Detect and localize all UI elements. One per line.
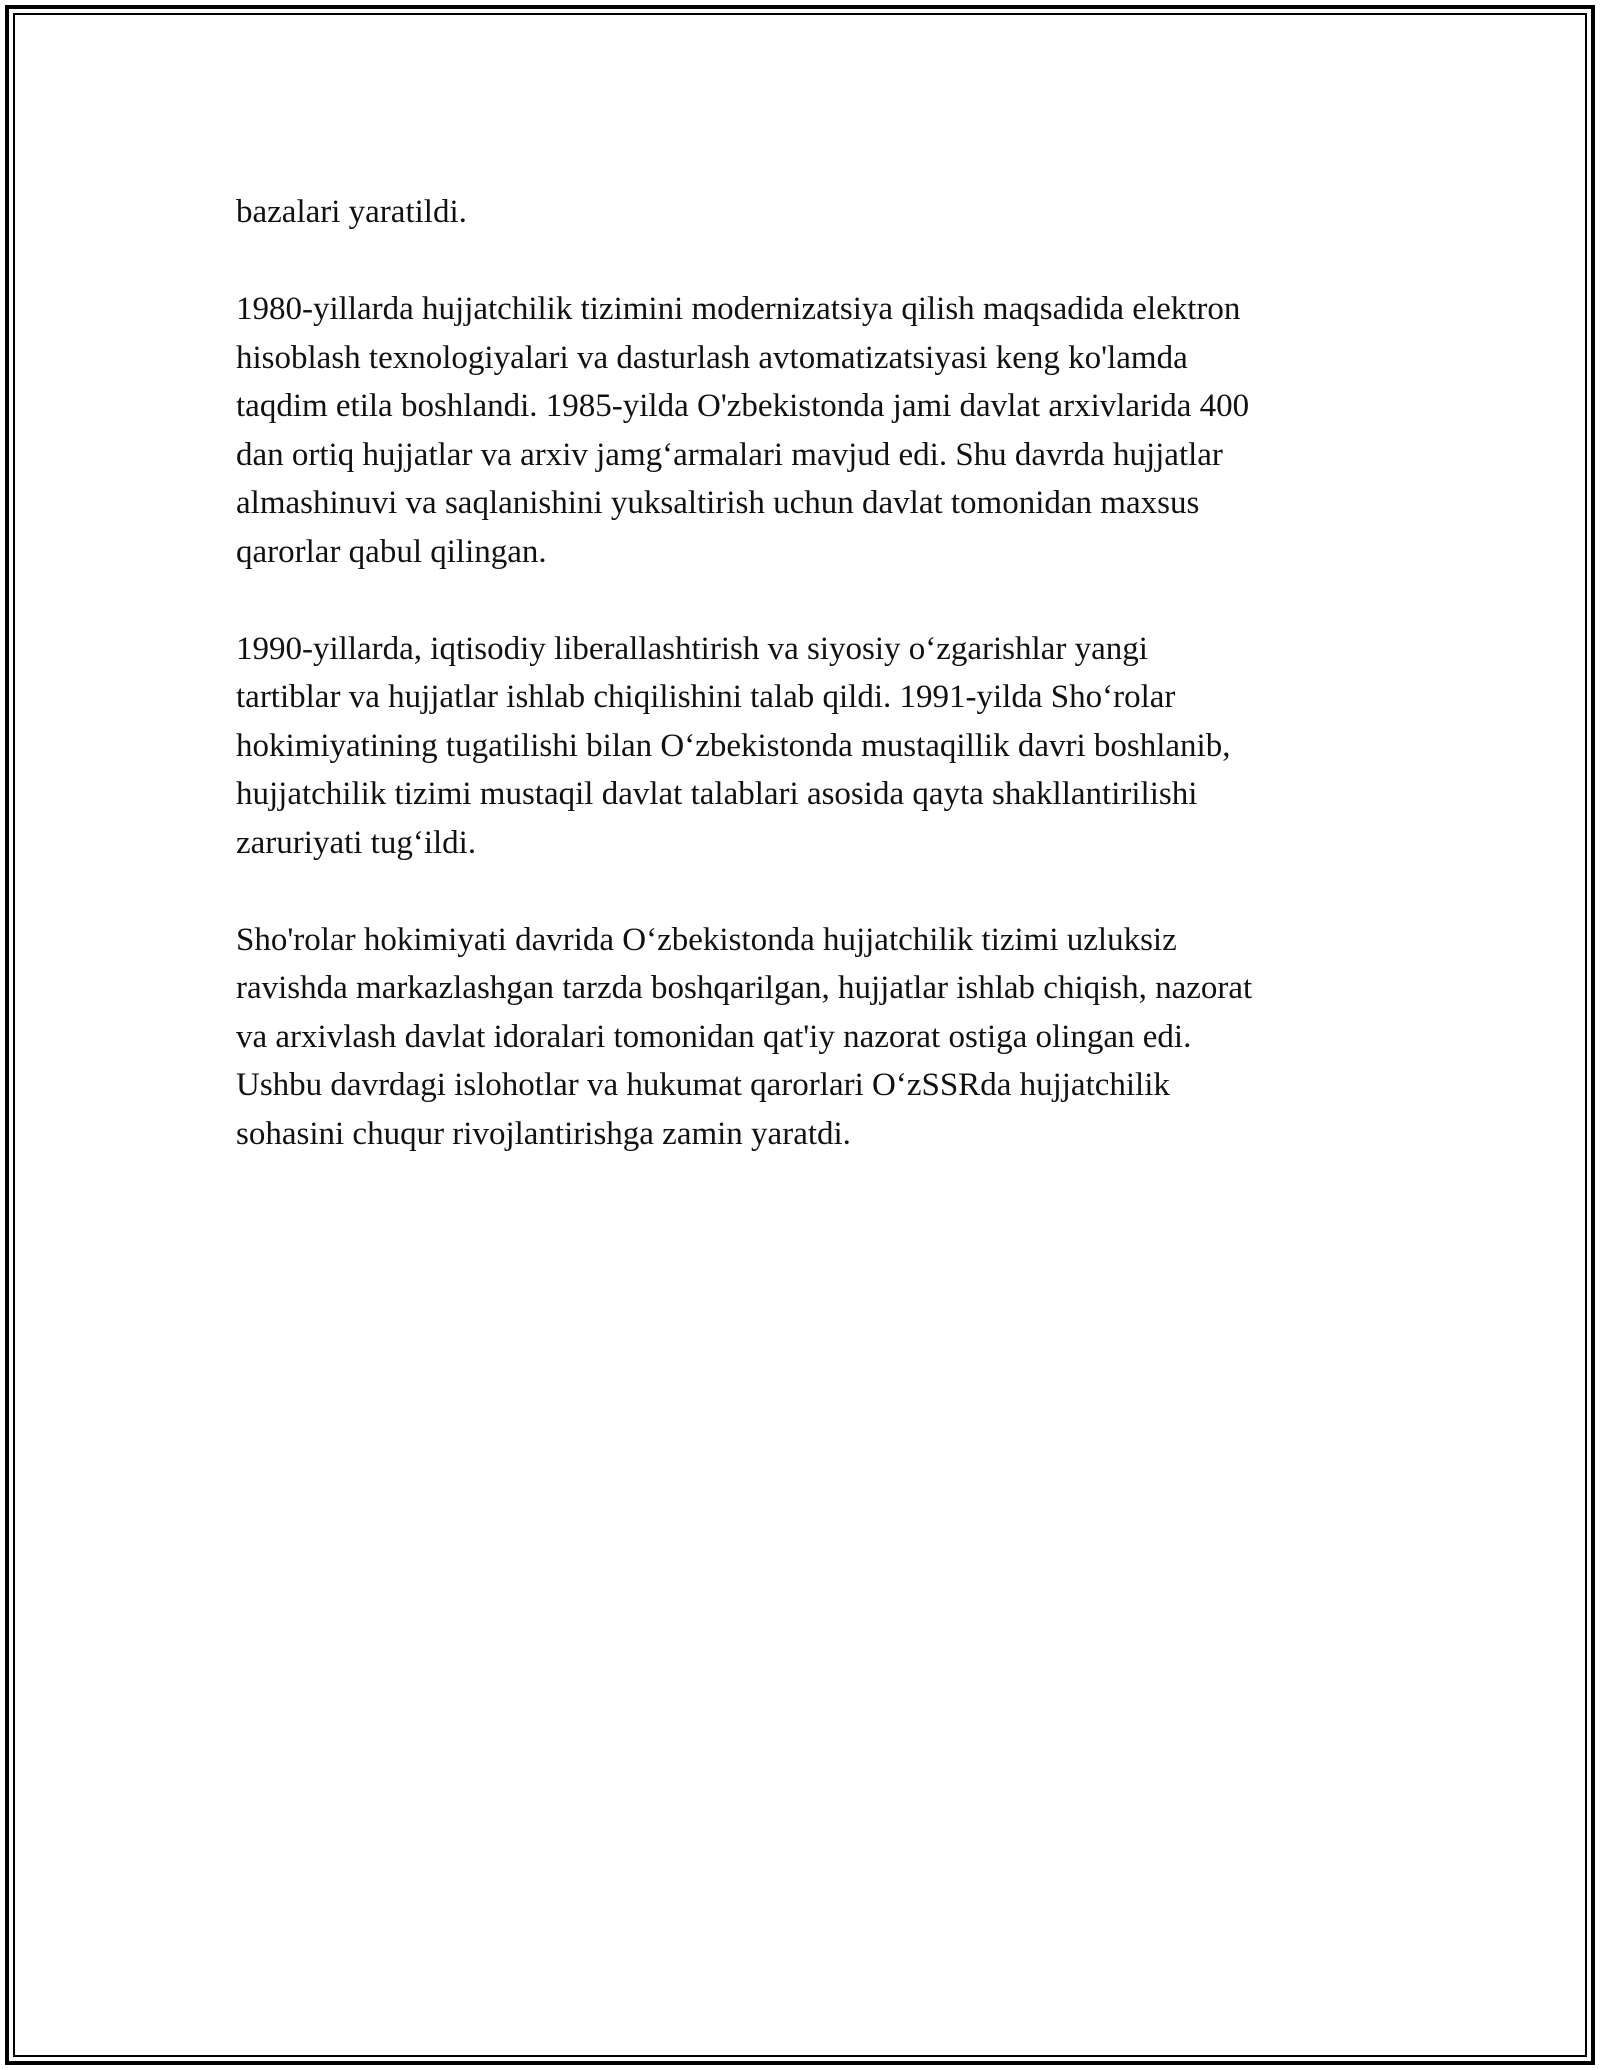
text-line: Ushbu davrdagi islohotlar va hukumat qarorlari O‘zSSRda hujjatchilik xyxy=(236,1067,1170,1103)
text-line: va arxivlash davlat idoralari tomonidan qat'iy nazorat ostiga olingan edi. xyxy=(236,1018,1192,1055)
text-line: hokimiyatining tugatilishi bilan O‘zbekistonda mustaqillik davri boshlanib, xyxy=(236,727,1231,764)
text-line: hujjatchilik tizimi mustaqil davlat talablari asosida qayta shakllantirilishi xyxy=(236,776,1198,812)
paragraph-1 xyxy=(236,188,1366,237)
text-line: tartiblar va hujjatlar ishlab chiqilishini talab qildi. 1991-yilda Sho‘rolar xyxy=(236,679,1176,715)
paragraph-2 xyxy=(236,285,1366,576)
text-line: ravishda markazlashgan tarzda boshqarilgan, hujjatlar ishlab chiqish, nazorat xyxy=(236,970,1253,1006)
text-line: Sho'rolar hokimiyati davrida O‘zbekistonda hujjatchilik tizimi uzluksiz xyxy=(236,921,1177,958)
text-line: qarorlar qabul qilingan. xyxy=(236,533,547,570)
text-line: taqdim etila boshlandi. 1985-yilda O'zbekistonda jami davlat arxivlarida 400 xyxy=(236,388,1250,424)
text-line: dan ortiq hujjatlar va arxiv jamg‘armalari mavjud edi. Shu davrda hujjatlar xyxy=(236,436,1223,473)
text-line: bazalari yaratildi. xyxy=(236,194,467,230)
text-line: zaruriyati tug‘ildi. xyxy=(236,824,477,861)
document-body xyxy=(236,188,1366,1207)
paragraph-3 xyxy=(236,625,1366,868)
paragraph-4 xyxy=(236,916,1366,1159)
text-line: sohasini chuqur rivojlantirishga zamin yaratdi. xyxy=(236,1115,851,1152)
text-line: 1990-yillarda, iqtisodiy liberallashtirish va siyosiy o‘zgarishlar yangi xyxy=(236,630,1148,667)
text-line: 1980-yillarda hujjatchilik tizimini modernizatsiya qilish maqsadida elektron xyxy=(236,291,1241,327)
text-line: almashinuvi va saqlanishini yuksaltirish uchun davlat tomonidan maxsus xyxy=(236,485,1200,521)
text-line: hisoblash texnologiyalari va dasturlash avtomatizatsiyasi keng ko'lamda xyxy=(236,339,1188,376)
